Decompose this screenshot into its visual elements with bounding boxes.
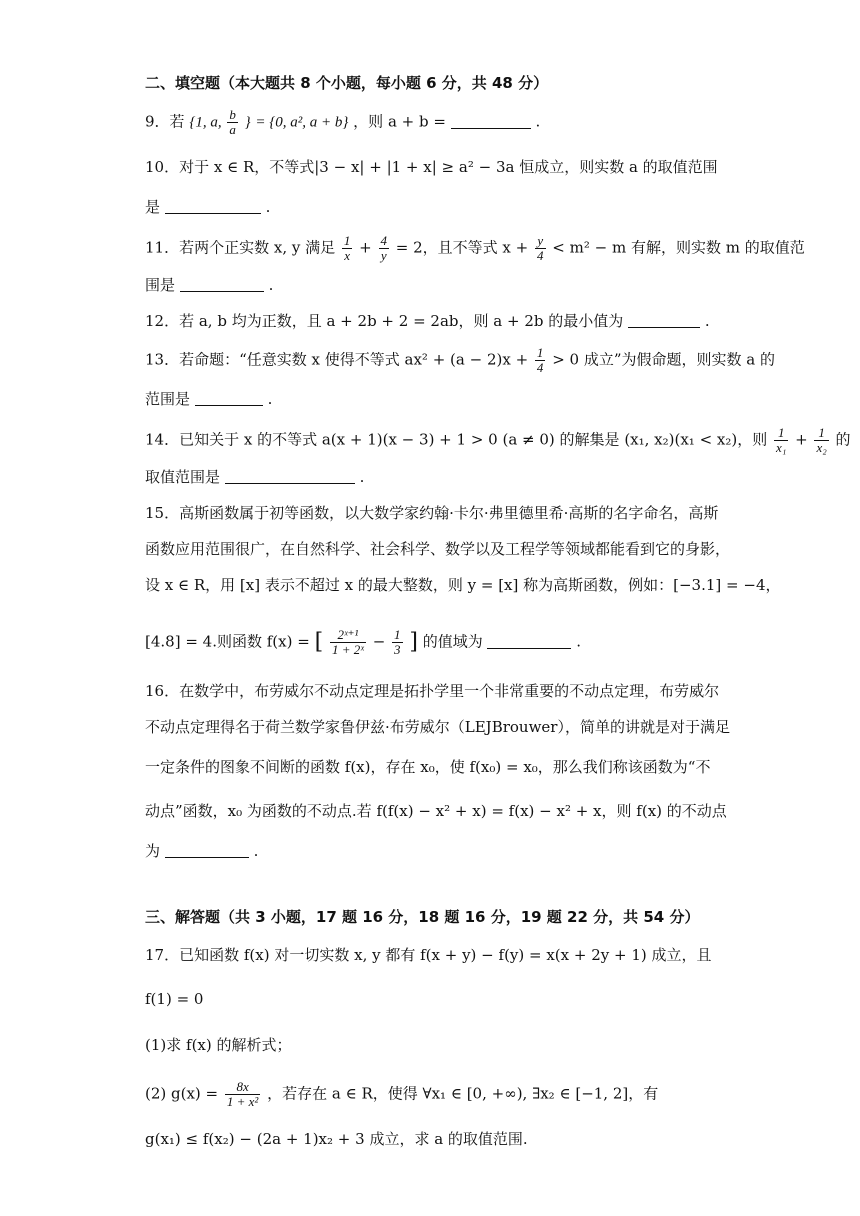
q13-line2-text: 范围是 (145, 390, 191, 408)
q17-fraction (225, 1080, 260, 1109)
q11-answer-blank[interactable] (180, 275, 264, 292)
q10-answer-blank[interactable] (165, 197, 261, 214)
question-16-line-3: 一定条件的图象不间断的函数 f(x)，存在 x₀，使 f(x₀) = x₀，那么我们称该函数为“不 (145, 758, 711, 776)
q17-part2-suffix: ，若存在 a ∈ R，使得 ∀x₁ ∈ [0, +∞), ∃x₂ ∈ [−1, 2]，有 (267, 1084, 659, 1103)
question-13-line-2 (145, 388, 720, 410)
q9-equation: = {0, a², a + b} (255, 114, 349, 131)
q14-f1-numerator: 1 (774, 426, 788, 441)
question-14-line-1 (145, 425, 851, 455)
q15-bracket-close: ] (409, 629, 418, 655)
q9-end: . (535, 112, 541, 131)
q17-numerator: 8x (225, 1080, 260, 1095)
question-16-line-5 (145, 840, 720, 862)
question-11-line-1 (145, 233, 805, 263)
question-10-line-2 (145, 196, 720, 218)
q15-answer-blank[interactable] (487, 632, 571, 649)
question-16-line-2: 不动点定理得名于荷兰数学家鲁伊兹·布劳威尔（LEJBrouwer），简单的讲就是对于满足 (145, 718, 730, 736)
q14-plus: + (795, 430, 813, 449)
q11-f1-numerator: 1 (343, 233, 351, 248)
q11-fraction-2 (379, 234, 390, 263)
q15-f2-denominator: 3 (394, 642, 401, 657)
q14-fraction-1 (774, 426, 788, 455)
q13-prefix: 13．若命题：“任意实数 x 使得不等式 ax² + (a − 2)x + (145, 350, 533, 369)
q11-fraction-3 (535, 234, 546, 263)
q9-set-close: } (244, 114, 251, 131)
q15-f1-denominator: 1 + 2ˣ (331, 642, 364, 657)
question-15-line-2: 函数应用范围很广，在自然科学、社会科学、数学以及工程学等领域都能看到它的身影， (145, 540, 731, 558)
question-17-part-1: (1)求 f(x) 的解析式； (145, 1036, 292, 1054)
q10-line2-text: 是 (145, 198, 161, 216)
q12-text: 12．若 a, b 均为正数，且 a + 2b + 2 = 2ab，则 a + 2b 的最小值为 (145, 312, 624, 330)
q15-line4-suffix: 的值域为 (422, 632, 483, 651)
q15-line4-prefix: [4.8] = 4.则函数 f(x) = (145, 632, 315, 651)
q14-line2-text: 取值范围是 (145, 468, 221, 486)
q11-f3-denominator: 4 (537, 248, 544, 263)
question-14-line-2 (145, 466, 720, 488)
section-3-title: 三、解答题（共 3 小题，17 题 16 分，18 题 16 分，19 题 22 分，共 54 分） (145, 908, 700, 926)
q11-end: . (268, 276, 274, 294)
q14-f2-numerator: 1 (814, 426, 828, 441)
q14-f1-denominator: x₁ (776, 440, 787, 455)
question-9 (145, 108, 720, 137)
question-17-last-line: g(x₁) ≤ f(x₂) − (2a + 1)x₂ + 3 成立，求 a 的取值范围. (145, 1130, 528, 1148)
q15-f2-numerator: 1 (394, 627, 401, 642)
question-16-line-1: 16．在数学中，布劳威尔不动点定理是拓扑学里一个非常重要的不动点定理，布劳威尔 (145, 682, 720, 700)
question-10-line-1: 10．对于 x ∈ R，不等式|3 − x| + |1 + x| ≥ a² − 3a 恒成立，则实数 a 的取值范围 (145, 158, 718, 176)
section-2-title: 二、填空题（本大题共 8 个小题，每小题 6 分，共 48 分） (145, 74, 549, 92)
q15-bracket-open: [ (314, 629, 324, 655)
question-12 (145, 310, 720, 332)
q14-f2-denominator: x₂ (816, 440, 827, 455)
q10-end: . (265, 198, 271, 216)
question-11-line-2 (145, 274, 720, 296)
q13-denominator: 4 (536, 360, 544, 375)
q15-fraction-1 (330, 628, 366, 657)
q14-answer-blank[interactable] (225, 467, 355, 484)
question-15-line-3: 设 x ∈ R，用 [x] 表示不超过 x 的最大整数，则 y = [x] 称为高斯函数，例如：[−3.1] = −4， (145, 576, 781, 594)
q12-answer-blank[interactable] (628, 311, 700, 328)
question-17-part-2 (145, 1080, 720, 1109)
q12-end: . (704, 312, 710, 330)
q11-f2-numerator: 4 (380, 233, 387, 248)
q11-fraction-1 (342, 234, 353, 263)
q15-end: . (576, 632, 582, 651)
q9-frac-denominator: a (229, 122, 236, 137)
q9-fraction (227, 108, 238, 137)
q11-suffix: < m² − m 有解，则实数 m 的取值范 (552, 238, 805, 257)
q14-fraction-2 (814, 426, 828, 455)
q17-denominator: 1 + x² (226, 1094, 259, 1109)
q14-suffix: 的 (835, 430, 851, 449)
q11-prefix: 11．若两个正实数 x, y 满足 (145, 238, 336, 257)
question-13-line-1 (145, 345, 775, 375)
q11-f1-denominator: x (344, 248, 351, 263)
q13-end: . (267, 390, 273, 408)
question-15-line-1: 15．高斯函数属于初等函数，以大数学家约翰·卡尔·弗里德里希·高斯的名字命名，高斯 (145, 504, 719, 522)
q11-f3-numerator: y (535, 234, 546, 249)
question-16-line-4: 动点”函数，x₀ 为函数的不动点.若 f(f(x) − x² + x) = f(x) − x² + x，则 f(x) 的不动点 (145, 802, 727, 820)
q11-f2-denominator: y (380, 248, 387, 263)
q9-set-open: {1, a, (189, 114, 226, 131)
q16-line5-text: 为 (145, 842, 161, 860)
q13-suffix: > 0 成立”为假命题，则实数 a 的 (552, 350, 775, 369)
q9-frac-numerator: b (229, 107, 236, 122)
question-17-line-1: 17．已知函数 f(x) 对一切实数 x, y 都有 f(x + y) − f(y) = x(x + 2y + 1) 成立，且 (145, 946, 712, 964)
q17-part2-prefix: (2) g(x) = (145, 1084, 223, 1103)
question-17-line-2: f(1) = 0 (145, 990, 204, 1008)
question-15-line-4 (145, 628, 720, 657)
q16-answer-blank[interactable] (165, 841, 249, 858)
q15-f1-numerator: 2ˣ⁺¹ (330, 628, 366, 643)
q15-fraction-2 (392, 628, 403, 657)
q13-answer-blank[interactable] (195, 389, 263, 406)
q15-minus: − (372, 632, 391, 651)
q14-end: . (359, 468, 365, 486)
q11-line2-text: 围是 (145, 276, 176, 294)
q14-prefix: 14．已知关于 x 的不等式 a(x + 1)(x − 3) + 1 > 0 (a ≠ 0) 的解集是 (x₁, x₂)(x₁ < x₂)，则 (145, 430, 768, 449)
q9-answer-blank[interactable] (451, 112, 531, 129)
q13-fraction (535, 346, 546, 375)
q16-end: . (253, 842, 259, 860)
q13-numerator: 1 (536, 345, 544, 360)
q11-plus: + (359, 238, 377, 257)
q9-suffix: ，则 a + b = (353, 112, 451, 131)
q9-prefix: 9．若 (145, 112, 185, 131)
q11-middle: = 2，且不等式 x + (395, 238, 533, 257)
